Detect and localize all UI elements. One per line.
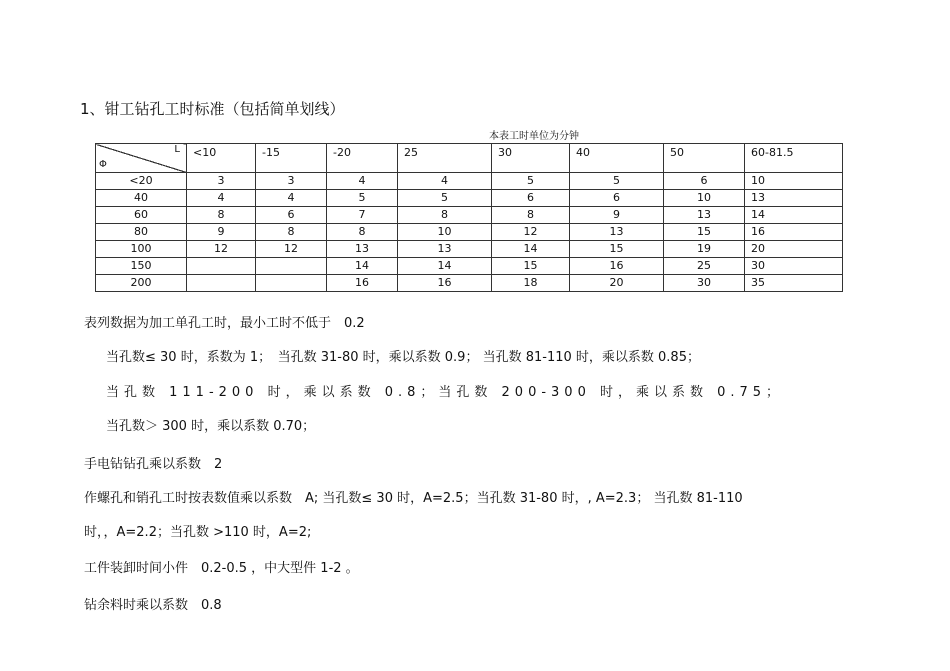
table-header-cell: 60-81.5 [745, 144, 843, 173]
unit-note: 本表工时单位为分钟 [489, 131, 579, 142]
table-cell: 9 [570, 207, 664, 224]
table-cell: 30 [664, 275, 745, 292]
note-excess-material: 钻余料时乘以系数 0.8 [84, 598, 222, 613]
table-cell: 10 [398, 224, 492, 241]
table-cell: 10 [745, 173, 843, 190]
table-cell: 13 [327, 241, 398, 258]
drilling-time-table [95, 143, 843, 292]
length-axis-label: L [174, 144, 180, 155]
table-corner-cell [96, 144, 187, 173]
row-diameter-cell: <20 [96, 173, 187, 190]
table-cell: 15 [492, 258, 570, 275]
table-cell: 14 [492, 241, 570, 258]
table-cell: 4 [256, 190, 327, 207]
note-thread-holes-2: 时，，A=2.2；当孔数 >110 时，A=2; [84, 525, 312, 540]
table-cell: 13 [398, 241, 492, 258]
table-row [96, 173, 843, 190]
table-cell: 4 [187, 190, 256, 207]
table-cell: 8 [492, 207, 570, 224]
table-cell: 5 [570, 173, 664, 190]
table-cell: 7 [327, 207, 398, 224]
table-cell: 30 [745, 258, 843, 275]
table-row [96, 241, 843, 258]
row-diameter-cell: 40 [96, 190, 187, 207]
note-loading-time: 工件装卸时间小件 0.2-0.5 ，中大型件 1-2 。 [84, 561, 359, 576]
section-heading: 1、钳工钻孔工时标准（包括简单划线） [80, 100, 345, 118]
table-header-cell: 50 [664, 144, 745, 173]
diameter-axis-label: Φ [99, 159, 107, 170]
note-thread-holes-1: 作螺孔和销孔工时按表数值乘以系数 A; 当孔数≤ 30 时，A=2.5；当孔数 31-80 时，, A=2.3； 当孔数 81-110 [84, 491, 743, 506]
table-cell: 6 [664, 173, 745, 190]
table-cell: 5 [398, 190, 492, 207]
table-cell: 18 [492, 275, 570, 292]
table-cell: 16 [327, 275, 398, 292]
table-cell: 12 [256, 241, 327, 258]
table-cell: 4 [327, 173, 398, 190]
table-cell: 5 [327, 190, 398, 207]
table-header-cell: 40 [570, 144, 664, 173]
table-row [96, 190, 843, 207]
row-diameter-cell: 200 [96, 275, 187, 292]
table-cell: 9 [187, 224, 256, 241]
note-hole-count-2: 当孔数 111-200 时，乘以系数 0.8；当孔数 200-300 时，乘以系数 0.75； [106, 385, 785, 400]
table-cell: 35 [745, 275, 843, 292]
note-hole-count-3: 当孔数＞ 300 时，乘以系数 0.70； [106, 419, 316, 434]
table-cell: 4 [398, 173, 492, 190]
note-min-time: 表列数据为加工单孔工时，最小工时不低于 0.2 [84, 316, 365, 331]
table-cell: 20 [570, 275, 664, 292]
table-cell [187, 258, 256, 275]
table-row [96, 275, 843, 292]
table-cell: 16 [398, 275, 492, 292]
table-cell: 15 [570, 241, 664, 258]
table-header-cell: -15 [256, 144, 327, 173]
row-diameter-cell: 100 [96, 241, 187, 258]
table-row [96, 258, 843, 275]
table-cell: 14 [327, 258, 398, 275]
table-cell [256, 275, 327, 292]
table-cell: 6 [570, 190, 664, 207]
table-cell: 12 [187, 241, 256, 258]
row-diameter-cell: 80 [96, 224, 187, 241]
table-row [96, 224, 843, 241]
note-hole-count-1: 当孔数≤ 30 时，系数为 1； 当孔数 31-80 时，乘以系数 0.9； 当孔数 81-110 时，乘以系数 0.85； [106, 350, 700, 365]
table-header-row [96, 144, 843, 173]
table-cell [187, 275, 256, 292]
table-cell: 5 [492, 173, 570, 190]
table-cell: 6 [256, 207, 327, 224]
table-header-cell: 25 [398, 144, 492, 173]
table-cell: 3 [187, 173, 256, 190]
table-cell: 13 [664, 207, 745, 224]
table-cell: 8 [398, 207, 492, 224]
table-header-cell: 30 [492, 144, 570, 173]
row-diameter-cell: 150 [96, 258, 187, 275]
table-cell: 20 [745, 241, 843, 258]
table-cell: 16 [745, 224, 843, 241]
table-cell: 8 [187, 207, 256, 224]
table-cell: 16 [570, 258, 664, 275]
note-hand-drill: 手电钻钻孔乘以系数 2 [84, 457, 223, 472]
table-cell: 12 [492, 224, 570, 241]
table-cell: 8 [327, 224, 398, 241]
table-cell: 8 [256, 224, 327, 241]
table-cell [256, 258, 327, 275]
table-cell: 13 [570, 224, 664, 241]
table-cell: 6 [492, 190, 570, 207]
table-cell: 10 [664, 190, 745, 207]
table-cell: 19 [664, 241, 745, 258]
table-cell: 14 [398, 258, 492, 275]
row-diameter-cell: 60 [96, 207, 187, 224]
table-header-cell: <10 [187, 144, 256, 173]
table-row [96, 207, 843, 224]
table-header-cell: -20 [327, 144, 398, 173]
table-cell: 14 [745, 207, 843, 224]
table-cell: 13 [745, 190, 843, 207]
table-cell: 15 [664, 224, 745, 241]
table-cell: 3 [256, 173, 327, 190]
table-cell: 25 [664, 258, 745, 275]
